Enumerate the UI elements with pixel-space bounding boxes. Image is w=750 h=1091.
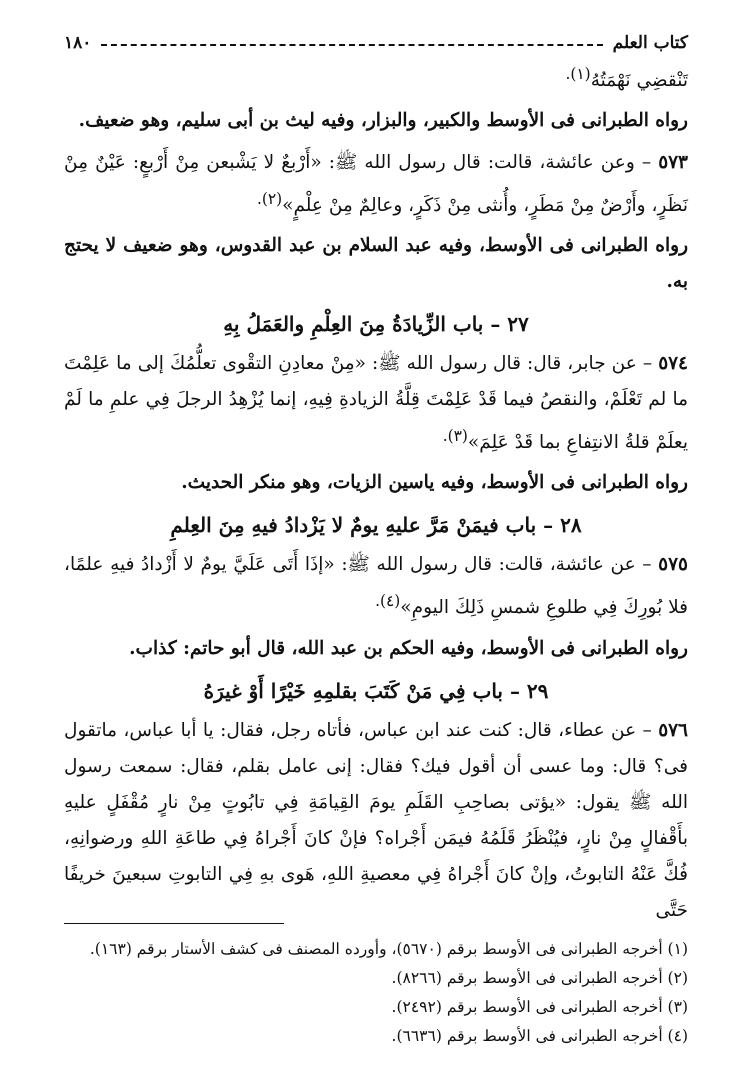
source-note-575: رواه الطبرانى فى الأوسط، وفيه الحكم بن عبد الله، قال أبو حاتم: كذاب. <box>129 637 688 659</box>
footnote-ref-1: (١). <box>565 65 591 83</box>
page-header <box>64 30 688 56</box>
hadith-text-576: – عن عطاء، قال: كنت عند ابن عباس، فأتاه رجل، فقال: يا أبا عباس، ماتقول فى؟ قال: وما عسى أن أقول فيك؟ فقال: إنى عامل بقلم، فقال: سمعت رسول الله ﷺ يقول: «يؤتى بصاحِبِ القَلَمِ يومَ القِيامَةِ فِي تابُوتٍ مِنْ نارٍ مُقْفَلٍ عليهِ بأَقْفالٍ مِنْ نارٍ، فيُنْظَرُ قَلَمُهُ فيمَن أَجْراه؟ فإنْ كانَ أَجْراهُ فِي طاعَةِ اللهِ ورضوانِهِ، فُكَّ عَنْهُ التابوتُ، وإنْ كانَ أَجْراهُ فِي معصيةِ اللهِ، هَوى بهِ فِي التابوتِ سبعينَ خريفًا حَتَّى <box>64 719 688 921</box>
hadith-number-575: ٥٧٥ <box>658 554 688 576</box>
continuation-line <box>64 56 688 99</box>
hadith-573 <box>64 145 688 224</box>
footnote-separator <box>64 923 284 924</box>
hadith-number-573: ٥٧٣ <box>658 152 688 174</box>
continuation-text: تَنْقضِي نَهْمَتُهُ <box>590 70 688 92</box>
header-dashed-rule <box>101 44 602 46</box>
chapter-heading-27: ٢٧ – باب الزِّيادَةُ مِنَ العِلْمِ والعَمَلُ بِهِ <box>223 312 529 337</box>
hadith-text-575: – عن عائشة، قالت: قال رسول الله ﷺ: «إذَا أَتَى عَلَيَّ يومٌ لا أَزْدادُ فيهِ علمًا، فلا بُورِكَ فِي طلوعِ شمسِ ذَلِكَ اليومِ» <box>64 554 688 619</box>
footnote-3: (٣) أخرجه الطبرانى فى الأوسط برقم (٢٤٩٢). <box>391 998 688 1016</box>
hadith-574 <box>64 346 688 461</box>
footnote-ref-3: (٣). <box>442 427 468 446</box>
chapter-heading-28: ٢٨ – باب فيمَنْ مَرَّ عليهِ يومٌ لا يَزْدادُ فيهِ مِنَ العِلمِ <box>170 513 582 538</box>
footnote-1: (١) أخرجه الطبرانى فى الأوسط برقم (٥٦٧٠)، وأورده المصنف فى كشف الأستار برقم (١٦٣). <box>89 940 688 958</box>
chapter-heading-29: ٢٩ – باب فِي مَنْ كَتَبَ بقلمِهِ خَيْرًا أَوْ غيرَهُ <box>203 678 549 703</box>
hadith-575 <box>64 547 688 626</box>
footnote-4: (٤) أخرجه الطبرانى فى الأوسط برقم (٦٦٣٦). <box>391 1027 688 1045</box>
main-text <box>64 56 688 929</box>
hadith-number-576: ٥٧٦ <box>658 719 688 741</box>
book-title: كتاب العلم <box>612 33 688 53</box>
footnote-ref-2: (٢). <box>256 190 283 209</box>
hadith-text-574: – عن جابر، قال: قال رسول الله ﷺ: «مِنْ معادِنِ التقْوى تعلُّمُكَ إلى ما عَلِمْتَ ما لم تَعْلَمْ، والنقصُ فيما قَدْ عَلِمْتَ قِلَّةُ الزيادةِ فِيهِ، إنما يُزْهِدُ الرجلَ فِي علمِ ما لَمْ يعلَمْ قلةُ الانتِفاعِ بما قَدْ عَلِمَ» <box>64 353 688 454</box>
hadith-text-573: – وعن عائشة، قالت: قال رسول الله ﷺ: «أَرْبعٌ لا يَشْبعن مِنْ أَرْبعٍ: عَيْنٌ مِنْ نَظَرٍ، وأَرْضٌ مِنْ مَطَرٍ، وأُنثى مِنْ ذَكَرٍ، وعالِمٌ مِنْ عِلْمٍ» <box>64 152 688 217</box>
page <box>64 30 688 1045</box>
footnotes <box>64 935 688 1051</box>
footnote-2: (٢) أخرجه الطبرانى فى الأوسط برقم (٨٢٦٦). <box>391 969 688 987</box>
source-note-572: رواه الطبرانى فى الأوسط والكبير، والبزار، وفيه ليث بن أبى سليم، وهو ضعيف. <box>78 110 688 132</box>
footnote-ref-4: (٤). <box>375 592 401 611</box>
page-number: ١٨٠ <box>64 33 92 53</box>
source-note-574: رواه الطبرانى فى الأوسط، وفيه ياسين الزيات، وهو منكر الحديث. <box>181 472 688 494</box>
hadith-number-574: ٥٧٤ <box>658 353 688 375</box>
source-note-573: رواه الطبرانى فى الأوسط، وفيه عبد السلام بن عبد القدوس، وهو ضعيف لا يحتج به. <box>64 235 688 293</box>
hadith-576 <box>64 713 688 929</box>
